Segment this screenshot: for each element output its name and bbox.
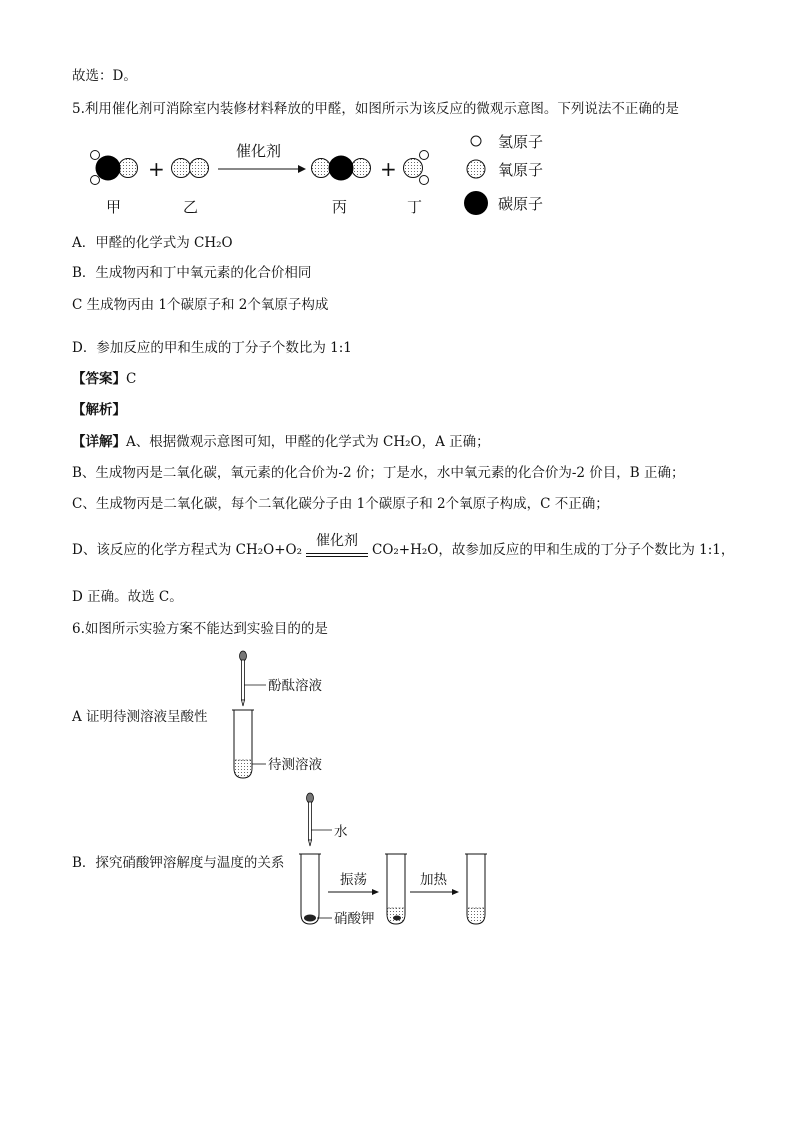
detail-c: C、生成物丙是二氧化碳，每个二氧化碳分子由 1个碳原子和 2个氧原子构成，C 不正确； — [72, 496, 609, 512]
arrow-head-icon — [298, 165, 306, 173]
test-tube-1-icon — [299, 854, 321, 924]
question-6-option-b: B．探究硝酸钾溶解度与温度的关系 — [72, 855, 285, 871]
detail-label: 【详解】 — [72, 434, 126, 450]
analysis-line — [72, 400, 126, 420]
label-ding: 丁 — [407, 198, 423, 216]
equation-catalyst: 催化剂 — [316, 532, 358, 549]
dropper-icon — [307, 793, 314, 846]
plus-sign-2: + — [380, 157, 397, 181]
dropper-label-water: 水 — [334, 824, 348, 840]
legend-carbon-icon — [464, 191, 488, 215]
question-6-option-a: A 证明待测溶液呈酸性 — [72, 709, 208, 725]
analysis-label: 【解析】 — [72, 402, 126, 418]
arrow-head-icon — [372, 889, 379, 895]
legend-hydrogen: 氢原子 — [498, 133, 544, 151]
legend-hydrogen-icon — [471, 136, 481, 146]
detail-b: B、生成物丙是二氧化碳，氧元素的化合价为-2 价；丁是水，水中氧元素的化合价为-2 价目，B 正确； — [72, 465, 685, 481]
step-shake-label: 振荡 — [340, 872, 367, 888]
answer-value: C — [126, 371, 137, 387]
molecule-carbon-dioxide — [312, 156, 371, 181]
arrow-head-icon — [452, 889, 459, 895]
test-tube-2-icon — [385, 854, 407, 924]
question-5: 5.利用催化剂可消除室内装修材料释放的甲醛，如图所示为该反应的微观示意图。下列说法不正确的是 — [72, 101, 679, 117]
catalyst-label: 催化剂 — [236, 142, 282, 160]
reaction-diagram — [80, 128, 600, 224]
label-bing: 丙 — [332, 198, 348, 216]
equation-rhs: CO₂+H₂O — [372, 542, 439, 558]
equation-lhs: CH₂O+O₂ — [235, 542, 302, 558]
legend-oxygen-icon — [467, 160, 485, 178]
legend — [464, 133, 543, 215]
legend-carbon: 碳原子 — [498, 195, 544, 213]
legend-oxygen: 氧原子 — [498, 161, 544, 179]
option-d: D．参加反应的甲和生成的丁分子个数比为 1:1 — [72, 340, 352, 356]
molecule-water — [404, 151, 429, 185]
option-c: C 生成物丙由 1个碳原子和 2个氧原子构成 — [72, 297, 329, 313]
molecule-oxygen — [172, 159, 209, 178]
equation-arrow — [304, 532, 370, 561]
solid-label-potassium-nitrate: 硝酸钾 — [334, 911, 375, 927]
detail-d2: D 正确。故选 C。 — [72, 589, 183, 605]
option-a: A．甲醛的化学式为 CH₂O — [72, 235, 233, 251]
molecule-formaldehyde — [91, 151, 138, 185]
label-yi: 乙 — [183, 198, 199, 216]
dropper-icon — [240, 651, 247, 706]
dropper-label-phenolphthalein: 酚酞溶液 — [268, 678, 322, 694]
experiment-b-diagram — [290, 790, 500, 930]
detail-d-line — [72, 532, 735, 561]
conclusion-line: 故选：D。 — [72, 68, 137, 84]
plus-sign-1: + — [148, 157, 165, 181]
detail-d-pre: D、该反应的化学方程式为 — [72, 542, 232, 558]
answer-label: 【答案】 — [72, 371, 126, 387]
test-tube-3-icon — [465, 854, 487, 924]
test-tube-icon — [232, 710, 254, 778]
step-heat-label: 加热 — [420, 872, 447, 888]
experiment-a-diagram — [222, 648, 342, 783]
label-jia: 甲 — [106, 198, 122, 216]
detail-a: A、根据微观示意图可知，甲醛的化学式为 CH₂O，A 正确； — [126, 434, 490, 450]
detail-d-post: ，故参加反应的甲和生成的丁分子个数比为 1:1， — [438, 542, 735, 558]
question-6: 6.如图所示实验方案不能达到实验目的的是 — [72, 621, 328, 637]
option-b: B．生成物丙和丁中氧元素的化合价相同 — [72, 265, 312, 281]
detail-a-line — [72, 432, 490, 452]
answer-line — [72, 369, 136, 389]
tube-label-test-solution: 待测溶液 — [268, 757, 322, 773]
